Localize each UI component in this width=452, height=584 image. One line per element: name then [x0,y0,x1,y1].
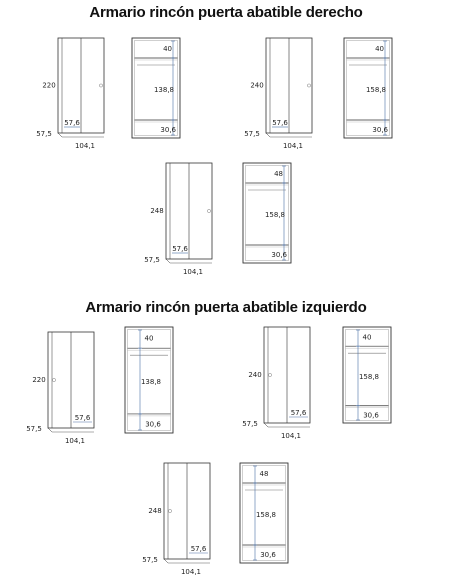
middle-compartment-label: 138,8 [153,86,174,94]
section-title-right: Armario rincón puerta abatible derecho [89,4,363,21]
height-label: 248 [148,507,162,515]
inner-width-label: 57,6 [64,119,80,127]
width-label: 104,1 [280,432,302,440]
height-label: 248 [150,207,164,215]
width-label: 104,1 [64,437,86,445]
height-label: 240 [250,81,264,90]
height-label: 220 [32,376,46,384]
inner-width-label: 57,6 [290,409,307,417]
top-compartment-label: 48 [259,470,269,478]
bottom-compartment-label: 30,6 [271,251,287,259]
door-knob-icon [168,509,171,512]
door-knob-icon [268,373,271,376]
wardrobe-right-220 [36,38,180,150]
wardrobe-right-240 [244,38,392,150]
bottom-compartment-label: 30,6 [145,420,161,429]
depth-label: 57,5 [142,556,158,564]
width-label: 104,1 [180,568,202,576]
door-knob-icon [307,84,310,87]
bottom-compartment-label: 30,6 [160,126,176,134]
middle-compartment-label: 138,8 [140,378,162,387]
wardrobe-right-248 [144,163,291,276]
wardrobe-left-248 [142,463,288,576]
bottom-compartment-label: 30,6 [363,411,379,420]
inner-width-label: 57,6 [190,545,207,553]
depth-edge [48,428,52,432]
depth-label: 57,5 [36,130,52,138]
height-label: 220 [42,81,56,90]
top-compartment-label: 40 [362,333,372,342]
depth-edge [166,259,170,263]
depth-label: 57,5 [242,420,258,428]
depth-edge [266,133,270,137]
middle-compartment-label: 158,8 [358,372,380,381]
height-label: 240 [248,371,262,379]
bottom-compartment-label: 30,6 [372,126,388,134]
depth-label: 57,5 [26,425,42,433]
width-label: 104,1 [74,142,96,150]
top-compartment-label: 40 [163,45,172,53]
top-compartment-label: 40 [144,334,154,343]
wardrobe-left-220 [26,327,173,445]
door-knob-icon [52,378,55,381]
inner-width-label: 57,6 [74,414,91,422]
middle-compartment-label: 158,8 [264,211,285,219]
top-compartment-label: 40 [375,45,384,53]
depth-label: 57,5 [144,256,160,264]
door-knob-icon [207,209,210,212]
middle-compartment-label: 158,8 [255,511,277,519]
depth-edge [264,423,268,427]
top-compartment-label: 48 [274,170,283,178]
inner-width-label: 57,6 [172,245,188,253]
door-knob-icon [99,84,102,87]
wardrobe-left-240 [242,327,391,440]
depth-edge [164,559,168,563]
width-label: 104,1 [182,268,204,276]
width-label: 104,1 [282,142,304,150]
depth-edge [58,133,62,137]
inner-width-label: 57,6 [272,119,288,127]
depth-label: 57,5 [244,130,260,138]
middle-compartment-label: 158,8 [365,86,386,94]
section-title-left: Armario rincón puerta abatible izquierdo [85,299,367,316]
bottom-compartment-label: 30,6 [260,551,276,559]
